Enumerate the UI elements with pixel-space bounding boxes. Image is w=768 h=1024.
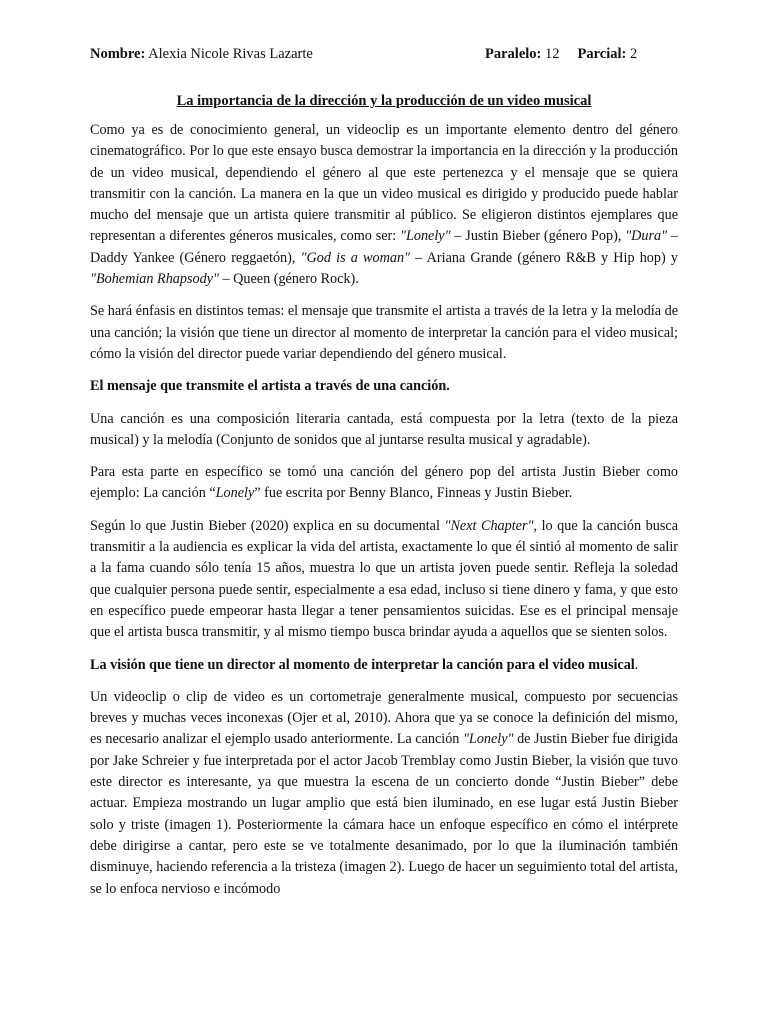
text-run: – Daddy Yankee (Género reggaetón),	[90, 228, 678, 266]
intro-paragraph-2: Se hará énfasis en distintos temas: el mensaje que transmite el artista a través de la letra y la melodía de una canción; la visión que tiene un director al momento de interpretar la canción para el video musical; cómo la visión del director puede variar dependiendo del género musical.	[90, 303, 678, 362]
section-1-paragraph-2	[90, 462, 678, 505]
heading-text: La visión que tiene un director al momento de interpretar la canción para el video musical	[90, 656, 635, 673]
text-run: ” fue escrita por Benny Blanco, Finneas y Justin Bieber.	[254, 485, 573, 502]
song-title: "Lonely"	[462, 731, 514, 748]
text-run: – Justin Bieber (género Pop),	[450, 228, 626, 245]
song-title: "Dura"	[625, 228, 668, 245]
student-name	[90, 42, 313, 66]
song-title: Lonely	[215, 485, 255, 502]
heading-period: .	[634, 656, 639, 673]
song-title: "Bohemian Rhapsody"	[90, 271, 219, 288]
paralelo-value: 12	[545, 46, 560, 62]
section-1-paragraph-3	[90, 516, 678, 644]
song-title: "Lonely"	[400, 228, 451, 245]
text-run: , lo que la canción busca transmitir a la audiencia es explicar la vida del artista, exactamente lo que él sintió al momento de salir a la fama cuando sólo tenía 15 años, muestra lo que un artista joven puede sentir. Refleja la soledad que cualquier persona puede sentir, especialmente a esa edad, incluso si tiene dinero y fama, y que esto en específico puede empeorar hasta llegar a tener pensamientos suicidas. Ese es el principal mensaje que el artista busca transmitir, y al mismo tiempo busca brindar ayuda a aquellos que se sienten solos.	[90, 517, 678, 641]
name-value: Alexia Nicole Rivas Lazarte	[148, 46, 313, 62]
parcial-label: Parcial:	[577, 46, 627, 62]
text-run: Para esta parte en específico se tomó una canción del género pop del artista Justin Bieber como ejemplo: La canción “	[90, 464, 678, 502]
text-run: Como ya es de conocimiento general, un videoclip es un importante elemento dentro del género cinematográfico. Por lo que este ensayo busca demostrar la importancia en la dirección y la producción de un video musical, dependiendo el género al que este pertenezca y el mensaje que se quiera transmitir con la canción. La manera en la que un video musical es dirigido y producido puede hablar mucho del mensaje que un artista quiere transmitir al público. Se eligieron distintos ejemplares que representan a diferentes géneros musicales, como ser:	[90, 122, 678, 245]
intro-paragraph-1	[90, 120, 678, 290]
essay-title: La importancia de la dirección y la producción de un video musical	[176, 93, 592, 109]
song-title: "God is a woman"	[300, 249, 410, 266]
section-1-paragraph-1: Una canción es una composición literaria cantada, está compuesta por la letra (texto de la pieza musical) y la melodía (Conjunto de sonidos que al juntarse resulta musical y agradable).	[90, 410, 678, 448]
name-label: Nombre:	[90, 46, 146, 62]
documentary-title: "Next Chapter"	[444, 517, 534, 534]
text-run: Según lo que Justin Bieber (2020) explica en su documental	[90, 517, 445, 534]
section-2-heading	[90, 655, 678, 676]
section-2-paragraph-1	[90, 687, 678, 900]
student-header	[90, 42, 678, 66]
text-run: – Queen (género Rock).	[218, 271, 359, 288]
section-1-heading: El mensaje que transmite el artista a través de una canción.	[90, 378, 450, 395]
paralelo-label: Paralelo:	[485, 46, 542, 62]
text-run: Un videoclip o clip de video es un cortometraje generalmente musical, compuesto por secuencias breves y muchas veces inconexas (Ojer et al, 2010). Ahora que ya se conoce la definición del mismo, es necesario analizar el ejemplo usado anteriormente. La canción	[90, 688, 678, 748]
text-run: – Ariana Grande (género R&B y Hip hop) y	[410, 249, 678, 266]
text-run: de Justin Bieber fue dirigida por Jake Schreier y fue interpretada por el actor Jacob Tremblay como Justin Bieber, la visión que tuvo este director es interesante, ya que muestra la escena de un concierto donde “Justin Bieber” debe actuar. Empieza mostrando un lugar amplio que está bien iluminado, en ese lugar está Justin Bieber solo y triste (imagen 1). Posteriormente la cámara hace un enfoque específico en cómo el intérprete debe dirigirse a cantar, pero este se ve totalmente desanimado, por lo que la iluminación también disminuye, haciendo referencia a la tristeza (imagen 2). Luego de hacer un seguimiento total del artista, se lo enfoca nervioso e incómodo	[90, 731, 678, 897]
class-info	[485, 42, 637, 66]
parcial-value: 2	[629, 46, 638, 62]
